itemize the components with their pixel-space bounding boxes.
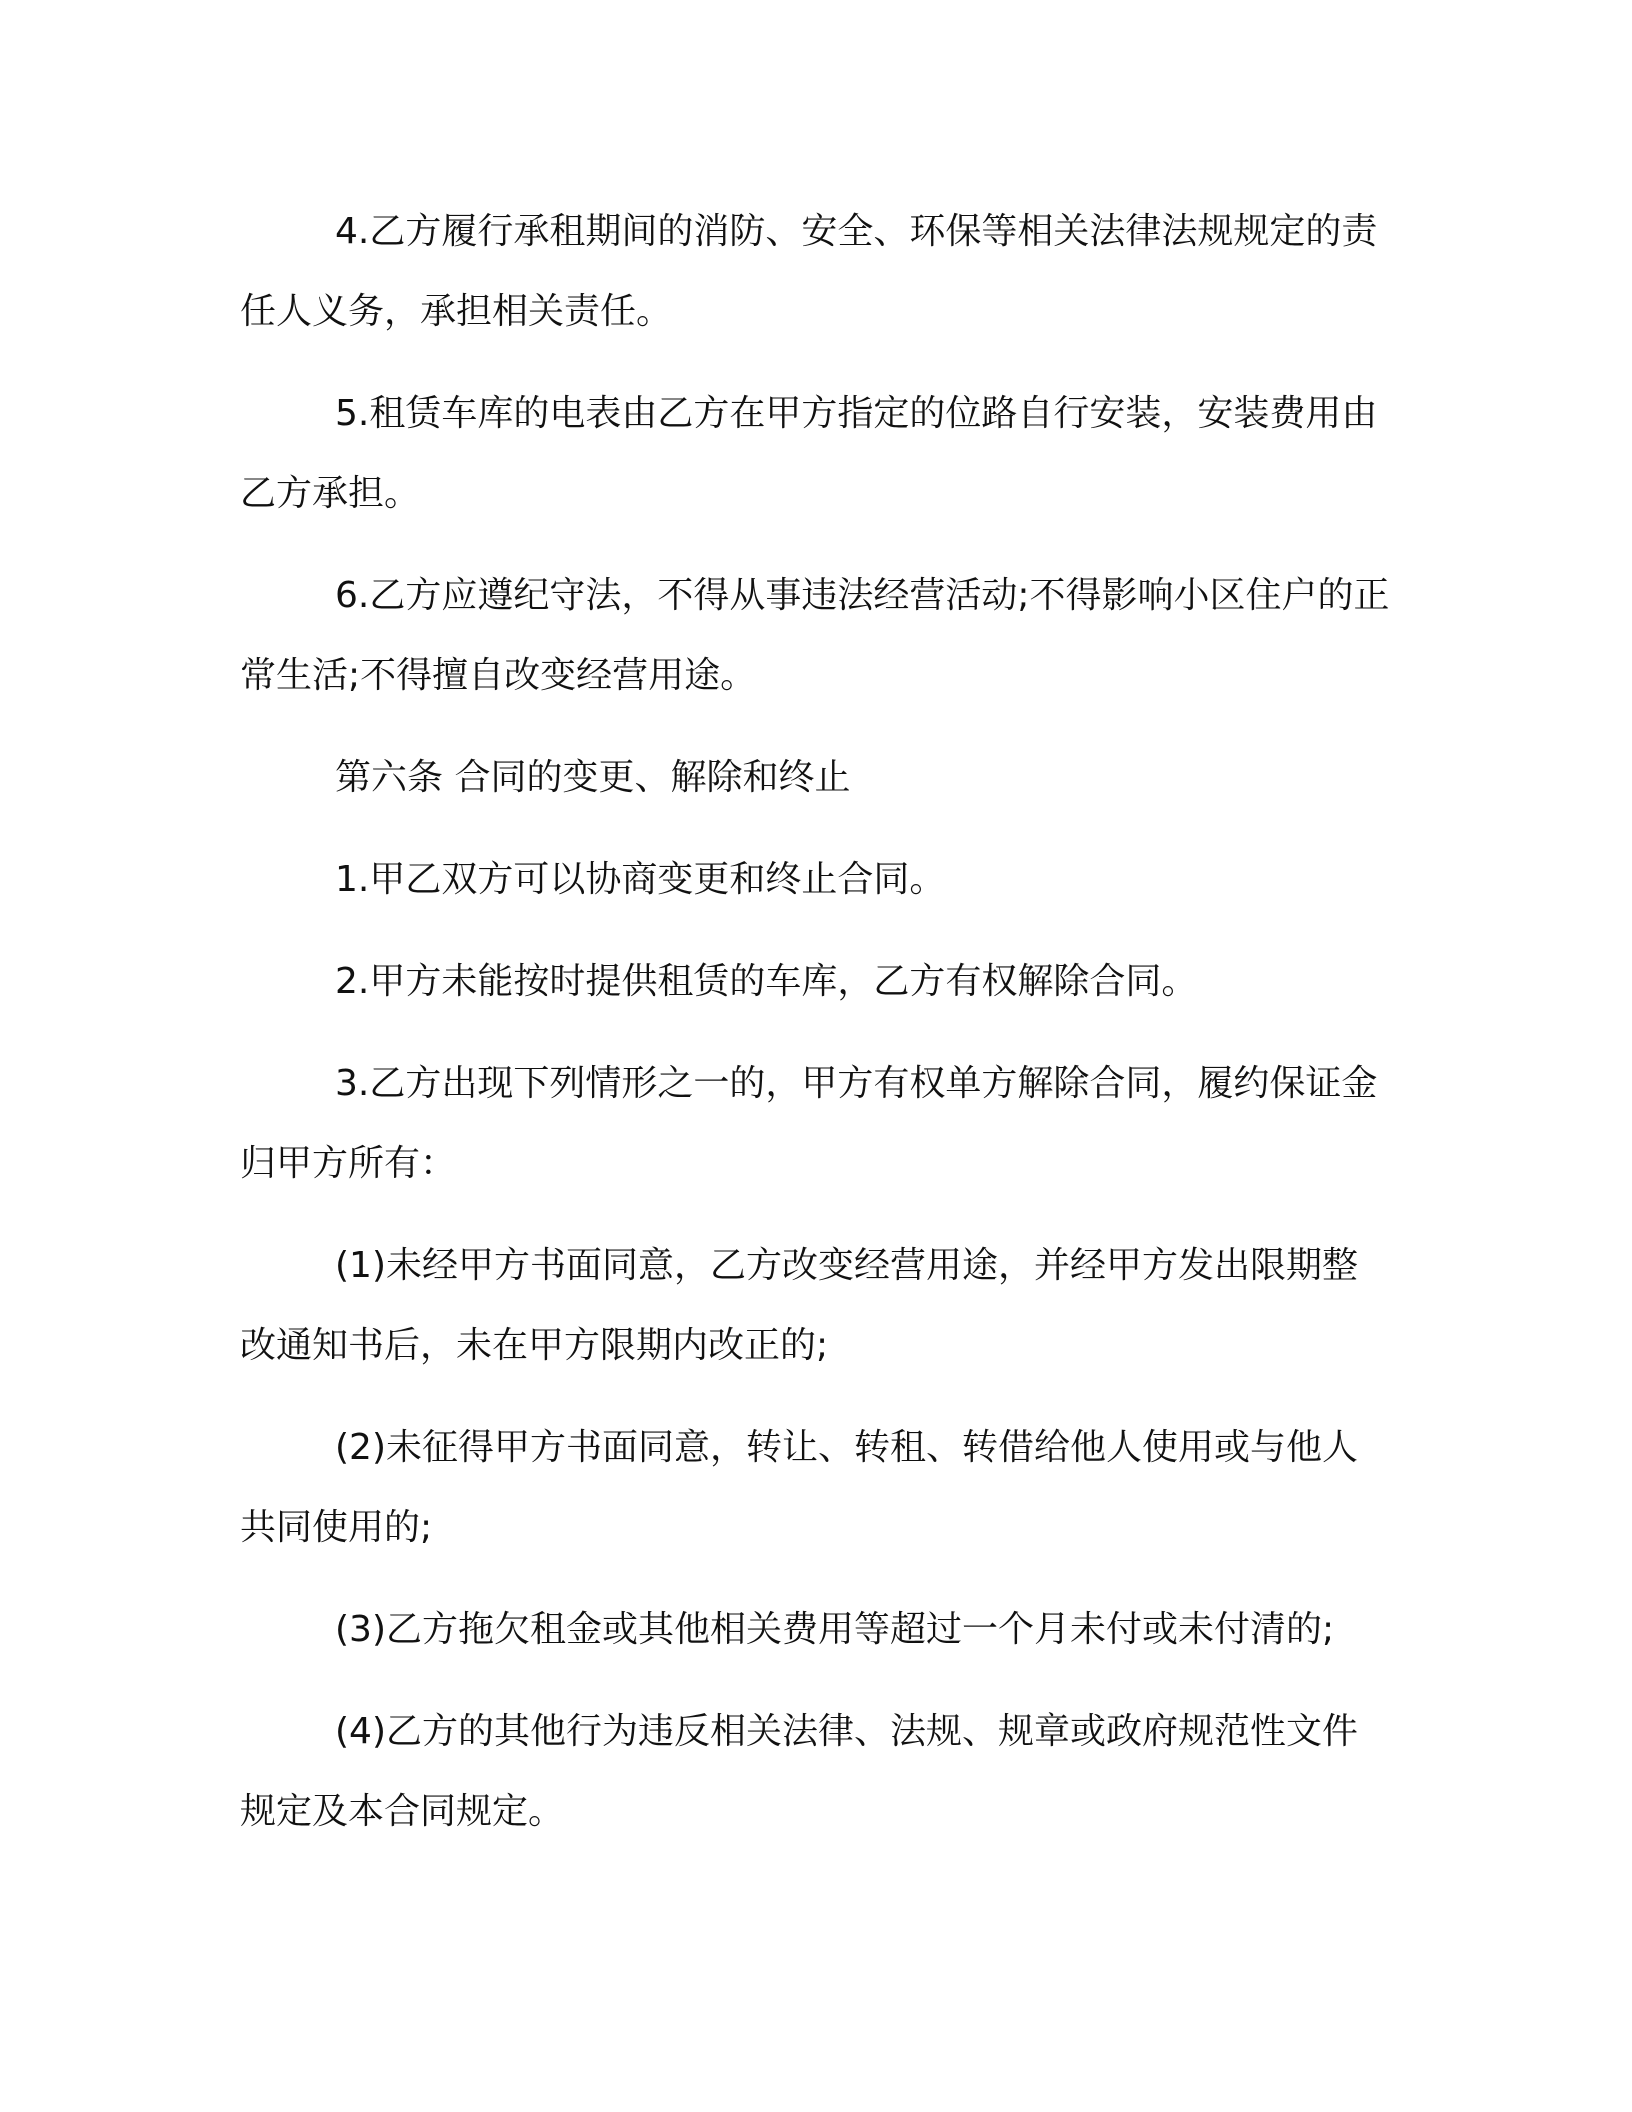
clause-5-item-4: 4.乙方履行承租期间的消防、安全、环保等相关法律法规规定的责任人义务，承担相关责任。	[240, 211, 1378, 332]
clause-6-item-1: 1.甲乙双方可以协商变更和终止合同。	[335, 859, 946, 900]
document-body	[240, 192, 1390, 1874]
article-6-heading: 第六条 合同的变更、解除和终止	[335, 757, 851, 798]
clause-5-item-6: 6.乙方应遵纪守法，不得从事违法经营活动;不得影响小区住户的正常生活;不得擅自改变经营用途。	[240, 575, 1390, 696]
sub-item-3: (3)乙方拖欠租金或其他相关费用等超过一个月未付或未付清的;	[335, 1609, 1335, 1650]
sub-item-4: (4)乙方的其他行为违反相关法律、法规、规章或政府规范性文件规定及本合同规定。	[240, 1711, 1358, 1832]
sub-item-1: (1)未经甲方书面同意，乙方改变经营用途，并经甲方发出限期整改通知书后，未在甲方限期内改正的;	[240, 1245, 1358, 1366]
clause-6-item-3: 3.乙方出现下列情形之一的，甲方有权单方解除合同，履约保证金归甲方所有：	[240, 1063, 1378, 1184]
sub-item-2: (2)未征得甲方书面同意，转让、转租、转借给他人使用或与他人共同使用的;	[240, 1427, 1358, 1548]
clause-5-item-5: 5.租赁车库的电表由乙方在甲方指定的位路自行安装，安装费用由乙方承担。	[240, 393, 1378, 514]
clause-6-item-2: 2.甲方未能按时提供租赁的车库，乙方有权解除合同。	[335, 961, 1198, 1002]
